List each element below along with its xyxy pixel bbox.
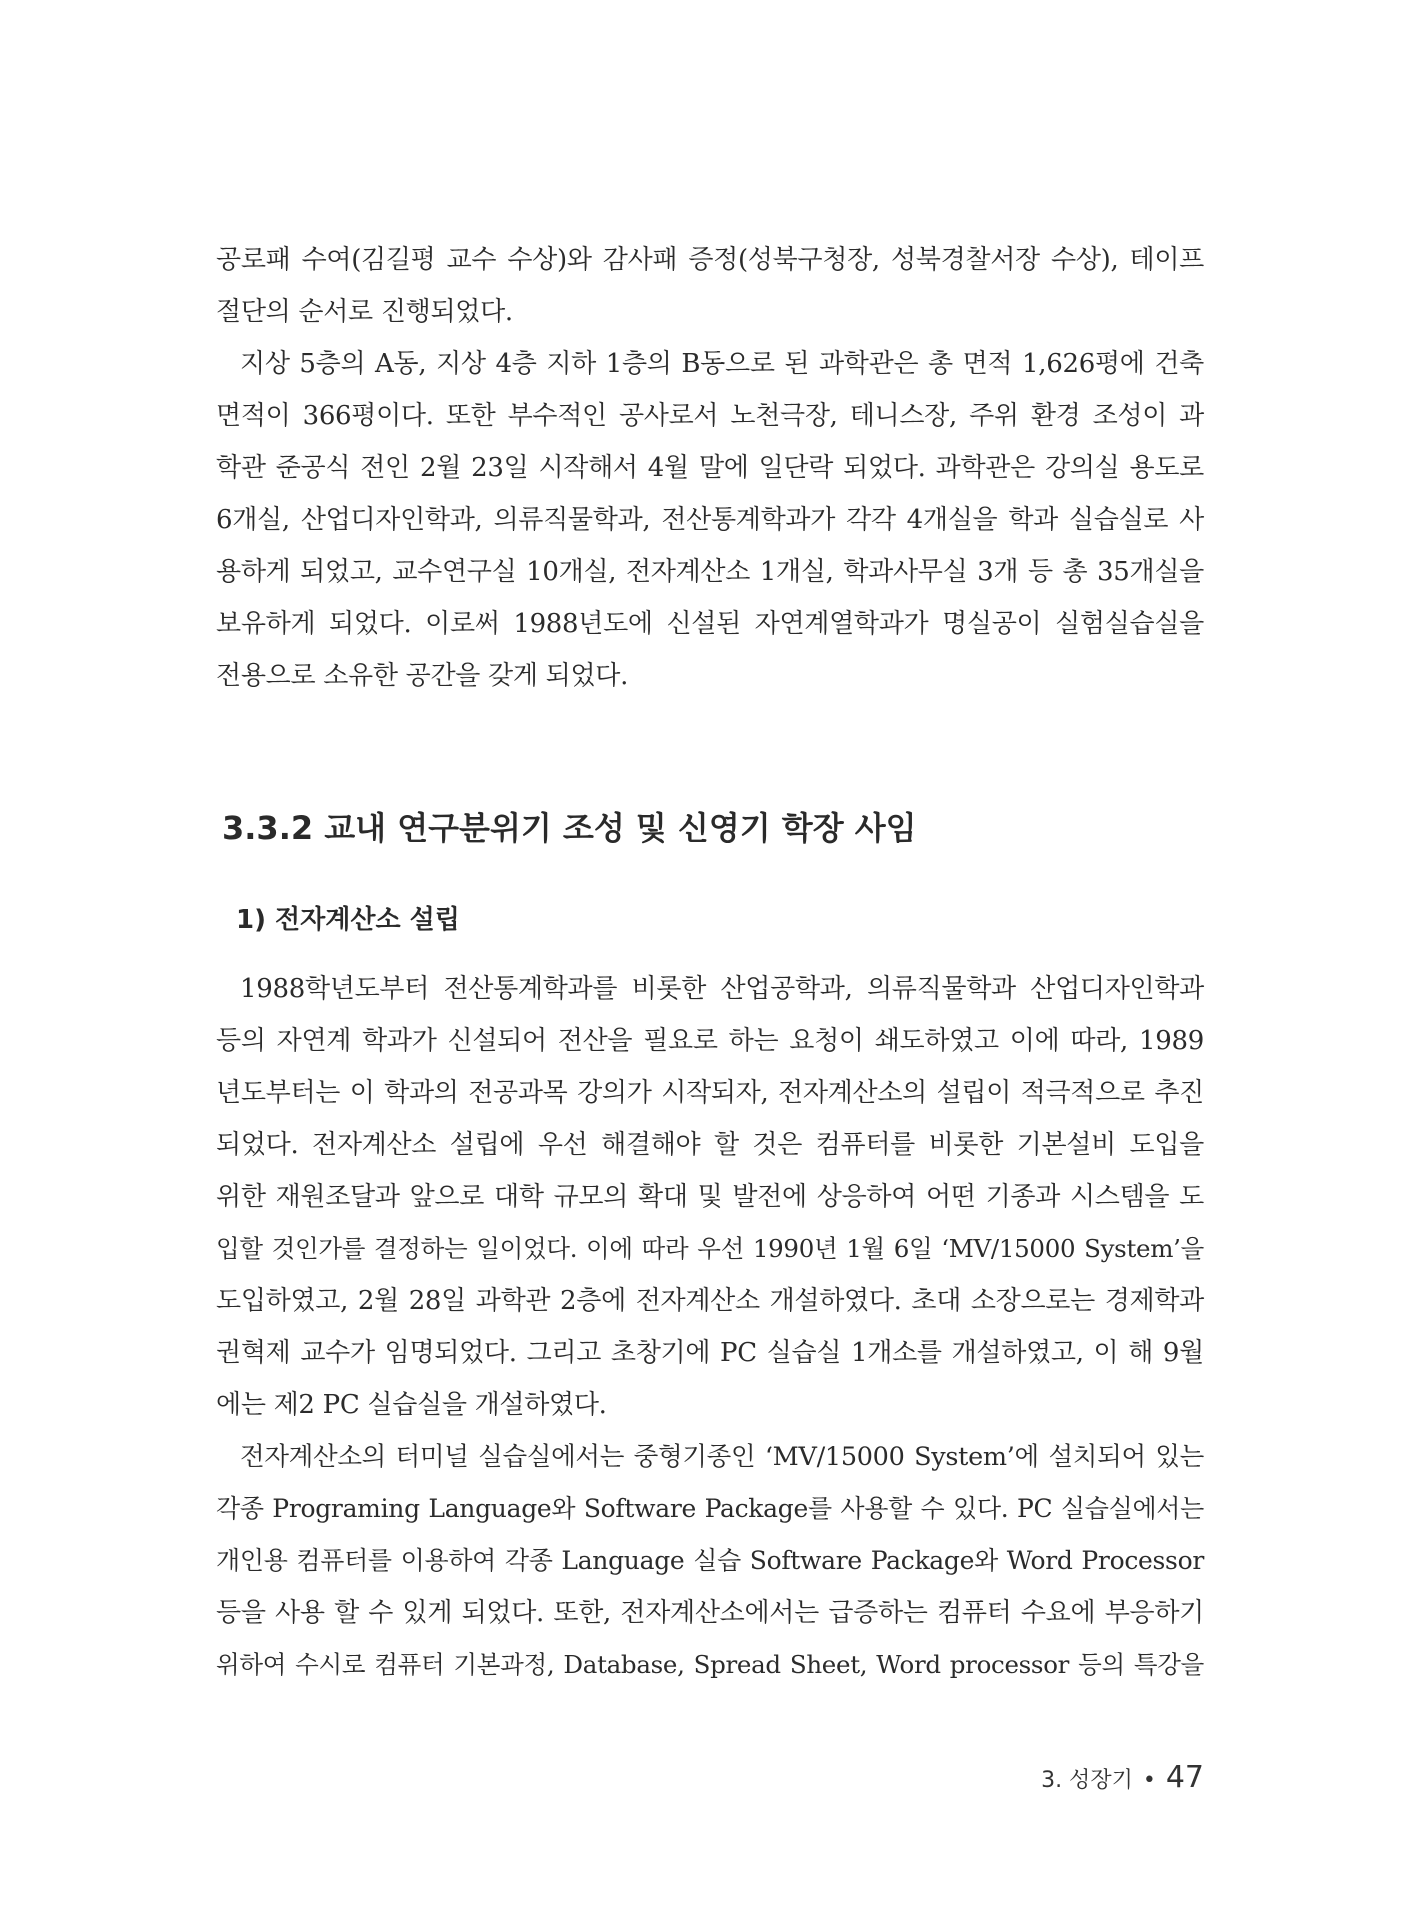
paragraph-line: 개인용 컴퓨터를 이용하여 각종 Language 실습 Software Package와 Word Processor <box>216 1546 1204 1575</box>
page-footer <box>1041 1760 1204 1795</box>
paragraph-line: 에는 제2 PC 실습실을 개설하였다. <box>216 1390 607 1420</box>
paragraph-line: 1988학년도부터 전산통계학과를 비롯한 산업공학과, 의류직물학과 산업디자인학과 <box>240 974 1204 1004</box>
paragraph-line: 위한 재원조달과 앞으로 대학 규모의 확대 및 발전에 상응하여 어떤 기종과 시스템을 도 <box>216 1182 1204 1212</box>
paragraph-line: 등의 자연계 학과가 신설되어 전산을 필요로 하는 요청이 쇄도하였고 이에 따라, 1989 <box>216 1026 1204 1056</box>
paragraph-line: 면적이 366평이다. 또한 부수적인 공사로서 노천극장, 테니스장, 주위 환경 조성이 과 <box>216 401 1204 431</box>
paragraph-line: 전자계산소의 터미널 실습실에서는 중형기종인 ‘MV/15000 System’에 설치되어 있는 <box>240 1442 1204 1472</box>
paragraph-line: 등을 사용 할 수 있게 되었다. 또한, 전자계산소에서는 급증하는 컴퓨터 수요에 부응하기 <box>216 1598 1204 1628</box>
section-heading: 3.3.2 교내 연구분위기 조성 및 신영기 학장 사임 <box>222 809 917 847</box>
paragraph-line: 전용으로 소유한 공간을 갖게 되었다. <box>216 661 629 691</box>
paragraph-line: 용하게 되었고, 교수연구실 10개실, 전자계산소 1개실, 학과사무실 3개 등 총 35개실을 <box>216 557 1204 587</box>
paragraph-line: 도입하였고, 2월 28일 과학관 2층에 전자계산소 개설하였다. 초대 소장으로는 경제학과 <box>216 1286 1204 1316</box>
paragraph-line: 되었다. 전자계산소 설립에 우선 해결해야 할 것은 컴퓨터를 비롯한 기본설비 도입을 <box>216 1130 1204 1160</box>
paragraph-line: 위하여 수시로 컴퓨터 기본과정, Database, Spread Sheet, Word processor 등의 특강을 <box>216 1650 1204 1679</box>
paragraph-line: 6개실, 산업디자인학과, 의류직물학과, 전산통계학과가 각각 4개실을 학과 실습실로 사 <box>216 505 1204 535</box>
paragraph-line: 각종 Programing Language와 Software Package를 사용할 수 있다. PC 실습실에서는 <box>216 1494 1204 1523</box>
page-number: 47 <box>1165 1760 1204 1795</box>
paragraph-line: 절단의 순서로 진행되었다. <box>216 297 513 327</box>
paragraph-line: 입할 것인가를 결정하는 일이었다. 이에 따라 우선 1990년 1월 6일 ‘MV/15000 System’을 <box>216 1234 1204 1263</box>
paragraph-line: 지상 5층의 A동, 지상 4층 지하 1층의 B동으로 된 과학관은 총 면적 1,626평에 건축 <box>240 349 1204 379</box>
footer-bullet: • <box>1142 1768 1156 1793</box>
paragraph-line: 보유하게 되었다. 이로써 1988년도에 신설된 자연계열학과가 명실공이 실험실습실을 <box>216 609 1204 639</box>
paragraph-line: 년도부터는 이 학과의 전공과목 강의가 시작되자, 전자계산소의 설립이 적극적으로 추진 <box>216 1078 1204 1108</box>
subsection-heading: 1) 전자계산소 설립 <box>236 905 460 935</box>
footer-chapter-label: 3. 성장기 <box>1041 1768 1133 1793</box>
paragraph-line: 공로패 수여(김길평 교수 수상)와 감사패 증정(성북구청장, 성북경찰서장 수상), 테이프 <box>216 245 1204 275</box>
paragraph-line: 학관 준공식 전인 2월 23일 시작해서 4월 말에 일단락 되었다. 과학관은 강의실 용도로 <box>216 453 1204 483</box>
paragraph-line: 권혁제 교수가 임명되었다. 그리고 초창기에 PC 실습실 1개소를 개설하였고, 이 해 9월 <box>216 1338 1204 1368</box>
